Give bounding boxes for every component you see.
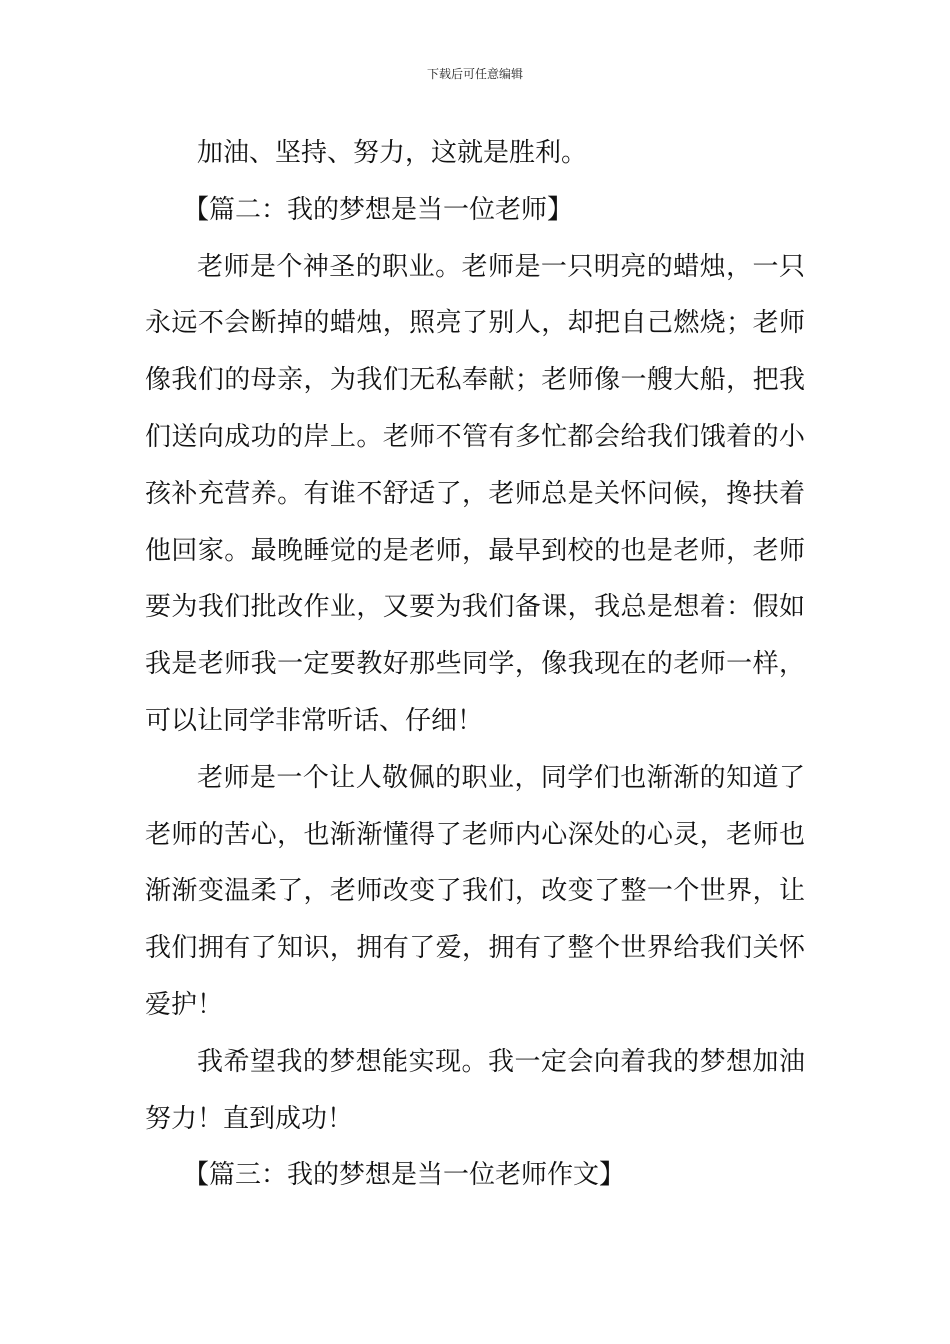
paragraph-2: 老师是个神圣的职业。老师是一只明亮的蜡烛，一只永远不会断掉的蜡烛，照亮了别人，却把自己燃烧；老师像我们的母亲，为我们无私奉献；老师像一艘大船，把我们送向成功的岸上。老师不管有多忙都会给我们饿着的小孩补充营养。有谁不舒适了，老师总是关怀问候，搀扶着他回家。最晚睡觉的是老师，最早到校的也是老师，老师要为我们批改作业，又要为我们备课，我总是想着：假如我是老师我一定要教好那些同学，像我现在的老师一样，可以让同学非常听话、仔细！ [145,251,805,736]
document-body [145,125,805,1204]
paragraph-1: 加油、坚持、努力，这就是胜利。 [197,138,588,168]
paragraph-4: 我希望我的梦想能实现。我一定会向着我的梦想加油努力！直到成功！ [145,1046,805,1134]
page-header: 下载后可任意编辑 [426,67,523,81]
section-heading-3: 【篇三：我的梦想是当一位老师作文】 [183,1160,626,1191]
section-heading-2: 【篇二：我的梦想是当一位老师】 [183,194,574,225]
paragraph-3: 老师是一个让人敬佩的职业，同学们也渐渐的知道了老师的苦心，也渐渐懂得了老师内心深处的心灵，老师也渐渐变温柔了，老师改变了我们，改变了整一个世界，让我们拥有了知识，拥有了爱，拥有了整个世界给我们关怀爱护！ [145,762,805,1020]
